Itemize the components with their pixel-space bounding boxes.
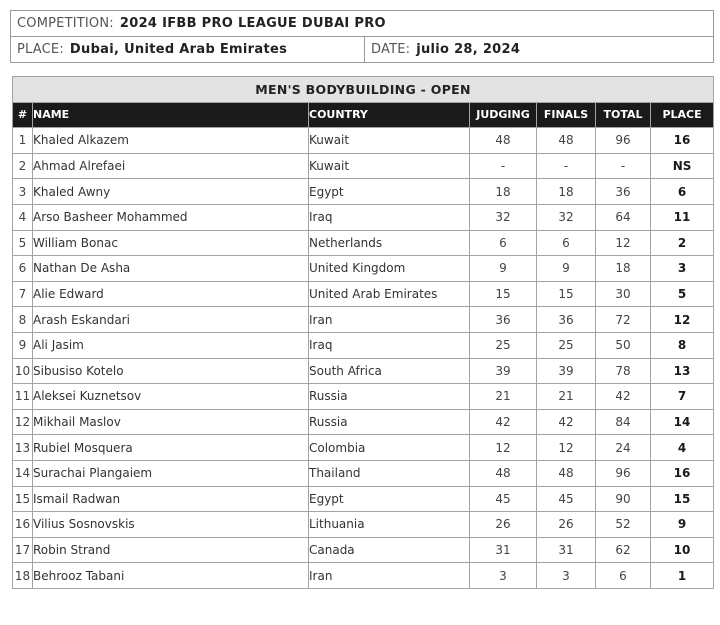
date-cell <box>365 37 520 62</box>
table-row <box>13 204 714 230</box>
date-value: julio 28, 2024 <box>416 42 521 57</box>
place-date-row <box>10 36 714 63</box>
finals-score: 32 <box>537 204 596 230</box>
total-score: 50 <box>596 332 651 358</box>
row-number: 4 <box>13 204 33 230</box>
row-number: 9 <box>13 332 33 358</box>
table-row <box>13 230 714 256</box>
total-score: 78 <box>596 358 651 384</box>
finals-score: 26 <box>537 512 596 538</box>
table-row <box>13 460 714 486</box>
total-score: 36 <box>596 179 651 205</box>
row-number: 18 <box>13 563 33 589</box>
athlete-country: United Kingdom <box>309 256 470 282</box>
athlete-name: Surachai Plangaiem <box>33 460 309 486</box>
finals-score: 31 <box>537 537 596 563</box>
athlete-country: Canada <box>309 537 470 563</box>
final-place: 6 <box>651 179 714 205</box>
table-row <box>13 281 714 307</box>
row-number: 11 <box>13 384 33 410</box>
division-title-row <box>13 77 714 103</box>
total-score: 72 <box>596 307 651 333</box>
finals-score: 36 <box>537 307 596 333</box>
athlete-name: Aleksei Kuznetsov <box>33 384 309 410</box>
row-number: 13 <box>13 435 33 461</box>
final-place: 15 <box>651 486 714 512</box>
final-place: 8 <box>651 332 714 358</box>
final-place: 7 <box>651 384 714 410</box>
table-row <box>13 409 714 435</box>
athlete-country: Lithuania <box>309 512 470 538</box>
table-row <box>13 384 714 410</box>
athlete-country: Colombia <box>309 435 470 461</box>
athlete-country: Kuwait <box>309 128 470 154</box>
finals-score: 9 <box>537 256 596 282</box>
table-row <box>13 307 714 333</box>
finals-score: 48 <box>537 460 596 486</box>
judging-score: 48 <box>470 128 537 154</box>
total-score: 30 <box>596 281 651 307</box>
row-number: 10 <box>13 358 33 384</box>
judging-score: 42 <box>470 409 537 435</box>
place-label: PLACE: <box>17 42 64 57</box>
athlete-country: Egypt <box>309 179 470 205</box>
athlete-name: Behrooz Tabani <box>33 563 309 589</box>
table-row <box>13 358 714 384</box>
judging-score: 39 <box>470 358 537 384</box>
final-place: 2 <box>651 230 714 256</box>
total-score: 24 <box>596 435 651 461</box>
row-number: 17 <box>13 537 33 563</box>
judging-score: 21 <box>470 384 537 410</box>
total-score: 64 <box>596 204 651 230</box>
place-cell <box>11 37 365 62</box>
athlete-name: Nathan De Asha <box>33 256 309 282</box>
finals-score: 18 <box>537 179 596 205</box>
judging-score: 45 <box>470 486 537 512</box>
judging-score: 32 <box>470 204 537 230</box>
final-place: 4 <box>651 435 714 461</box>
table-row <box>13 256 714 282</box>
total-score: 96 <box>596 128 651 154</box>
finals-score: 6 <box>537 230 596 256</box>
finals-score: 12 <box>537 435 596 461</box>
athlete-name: William Bonac <box>33 230 309 256</box>
header-num: # <box>13 102 33 128</box>
header-total: TOTAL <box>596 102 651 128</box>
final-place: 11 <box>651 204 714 230</box>
final-place: 14 <box>651 409 714 435</box>
row-number: 16 <box>13 512 33 538</box>
row-number: 3 <box>13 179 33 205</box>
finals-score: 39 <box>537 358 596 384</box>
athlete-country: Iran <box>309 563 470 589</box>
athlete-country: Kuwait <box>309 153 470 179</box>
judging-score: 36 <box>470 307 537 333</box>
finals-score: 25 <box>537 332 596 358</box>
finals-score: 15 <box>537 281 596 307</box>
finals-score: 45 <box>537 486 596 512</box>
finals-score: 21 <box>537 384 596 410</box>
row-number: 1 <box>13 128 33 154</box>
total-score: 62 <box>596 537 651 563</box>
row-number: 7 <box>13 281 33 307</box>
judging-score: 31 <box>470 537 537 563</box>
header-row <box>13 102 714 128</box>
division-title: MEN'S BODYBUILDING - OPEN <box>13 77 714 103</box>
judging-score: 48 <box>470 460 537 486</box>
header-finals: FINALS <box>537 102 596 128</box>
athlete-name: Sibusiso Kotelo <box>33 358 309 384</box>
total-score: 12 <box>596 230 651 256</box>
final-place: 1 <box>651 563 714 589</box>
judging-score: 25 <box>470 332 537 358</box>
table-row <box>13 128 714 154</box>
athlete-country: Netherlands <box>309 230 470 256</box>
row-number: 5 <box>13 230 33 256</box>
total-score: - <box>596 153 651 179</box>
date-label: DATE: <box>371 42 411 57</box>
header-country: COUNTRY <box>309 102 470 128</box>
final-place: 5 <box>651 281 714 307</box>
results-table <box>12 76 714 589</box>
table-row <box>13 435 714 461</box>
row-number: 8 <box>13 307 33 333</box>
judging-score: 26 <box>470 512 537 538</box>
table-row <box>13 537 714 563</box>
judging-score: 12 <box>470 435 537 461</box>
header-name: NAME <box>33 102 309 128</box>
place-value: Dubai, United Arab Emirates <box>69 42 288 57</box>
judging-score: - <box>470 153 537 179</box>
athlete-country: United Arab Emirates <box>309 281 470 307</box>
judging-score: 15 <box>470 281 537 307</box>
final-place: 13 <box>651 358 714 384</box>
row-number: 2 <box>13 153 33 179</box>
final-place: 12 <box>651 307 714 333</box>
row-number: 14 <box>13 460 33 486</box>
competition-value: 2024 IFBB PRO LEAGUE DUBAI PRO <box>119 16 386 31</box>
athlete-name: Rubiel Mosquera <box>33 435 309 461</box>
athlete-name: Mikhail Maslov <box>33 409 309 435</box>
finals-score: - <box>537 153 596 179</box>
finals-score: 42 <box>537 409 596 435</box>
athlete-country: Iraq <box>309 332 470 358</box>
header-place: PLACE <box>651 102 714 128</box>
total-score: 42 <box>596 384 651 410</box>
athlete-name: Ahmad Alrefaei <box>33 153 309 179</box>
judging-score: 6 <box>470 230 537 256</box>
row-number: 15 <box>13 486 33 512</box>
athlete-name: Ismail Radwan <box>33 486 309 512</box>
final-place: 3 <box>651 256 714 282</box>
table-row <box>13 153 714 179</box>
table-row <box>13 563 714 589</box>
athlete-name: Ali Jasim <box>33 332 309 358</box>
athlete-name: Vilius Sosnovskis <box>33 512 309 538</box>
athlete-country: Egypt <box>309 486 470 512</box>
total-score: 6 <box>596 563 651 589</box>
final-place: 16 <box>651 460 714 486</box>
athlete-country: Russia <box>309 409 470 435</box>
finals-score: 3 <box>537 563 596 589</box>
total-score: 84 <box>596 409 651 435</box>
athlete-name: Arso Basheer Mohammed <box>33 204 309 230</box>
athlete-country: Iraq <box>309 204 470 230</box>
athlete-name: Alie Edward <box>33 281 309 307</box>
final-place: NS <box>651 153 714 179</box>
results-body <box>13 128 714 589</box>
finals-score: 48 <box>537 128 596 154</box>
table-row <box>13 486 714 512</box>
judging-score: 3 <box>470 563 537 589</box>
table-row <box>13 179 714 205</box>
row-number: 12 <box>13 409 33 435</box>
athlete-country: Thailand <box>309 460 470 486</box>
total-score: 90 <box>596 486 651 512</box>
athlete-name: Robin Strand <box>33 537 309 563</box>
athlete-country: South Africa <box>309 358 470 384</box>
athlete-name: Arash Eskandari <box>33 307 309 333</box>
athlete-name: Khaled Awny <box>33 179 309 205</box>
athlete-country: Russia <box>309 384 470 410</box>
final-place: 16 <box>651 128 714 154</box>
table-row <box>13 512 714 538</box>
table-row <box>13 332 714 358</box>
final-place: 10 <box>651 537 714 563</box>
row-number: 6 <box>13 256 33 282</box>
athlete-country: Iran <box>309 307 470 333</box>
competition-label: COMPETITION: <box>17 16 114 31</box>
header-judging: JUDGING <box>470 102 537 128</box>
judging-score: 9 <box>470 256 537 282</box>
competition-row <box>10 10 714 37</box>
total-score: 18 <box>596 256 651 282</box>
final-place: 9 <box>651 512 714 538</box>
total-score: 52 <box>596 512 651 538</box>
athlete-name: Khaled Alkazem <box>33 128 309 154</box>
total-score: 96 <box>596 460 651 486</box>
judging-score: 18 <box>470 179 537 205</box>
